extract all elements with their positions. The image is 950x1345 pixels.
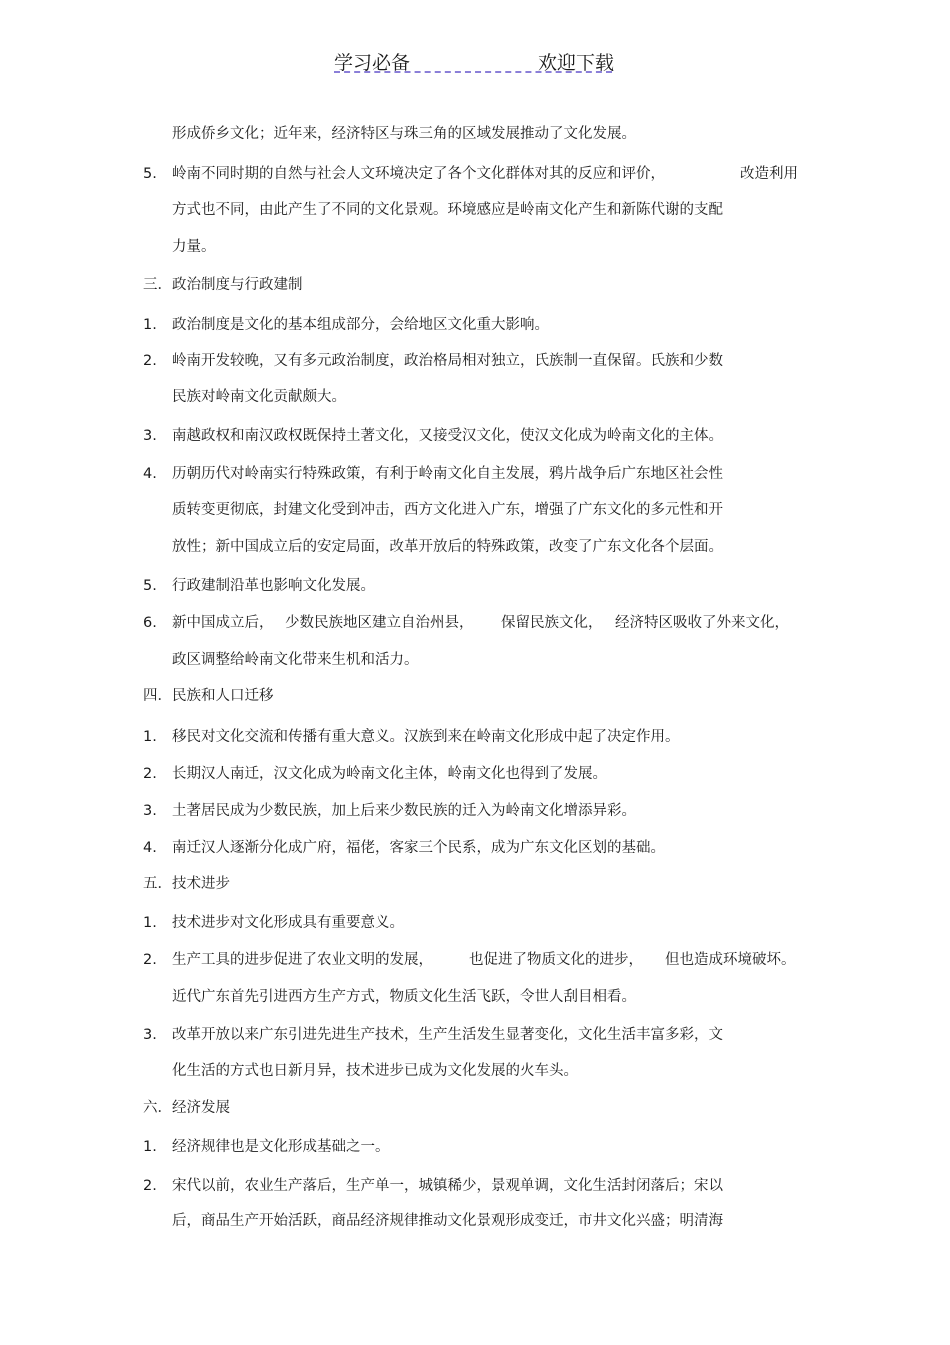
paragraph-line: 经济特区吸收了外来文化， <box>615 615 789 631</box>
paragraph-line: 长期汉人南迁，汉文化成为岭南文化主体，岭南文化也得到了发展。 <box>172 766 607 782</box>
paragraph-line: 历朝历代对岭南实行特殊政策，有利于岭南文化自主发展，鸦片战争后广东地区社会性 <box>172 466 723 482</box>
list-number: 2. <box>143 766 157 782</box>
paragraph-line: 力量。 <box>172 239 216 255</box>
list-number: 4. <box>143 466 157 482</box>
paragraph-line: 岭南不同时期的自然与社会人文环境决定了各个文化群体对其的反应和评价， <box>172 166 665 182</box>
paragraph-line: 方式也不同，由此产生了不同的文化景观。环境感应是岭南文化产生和新陈代谢的支配 <box>172 202 723 218</box>
paragraph-line: 宋代以前，农业生产落后，生产单一，城镇稀少，景观单调，文化生活封闭落后；宋以 <box>172 1178 723 1194</box>
paragraph-line: 少数民族地区建立自治州县， <box>285 615 474 631</box>
list-number: 5. <box>143 166 157 182</box>
list-number: 5. <box>143 578 157 594</box>
paragraph-line: 但也造成环境破坏。 <box>665 952 796 968</box>
section-heading: 三．政治制度与行政建制 <box>143 277 303 293</box>
paragraph-line: 新中国成立后， <box>172 615 274 631</box>
paragraph-line: 移民对文化交流和传播有重大意义。汉族到来在岭南文化形成中起了决定作用。 <box>172 729 680 745</box>
paragraph-line: 放性；新中国成立后的安定局面，改革开放后的特殊政策，改变了广东文化各个层面。 <box>172 539 723 555</box>
list-number: 6. <box>143 615 157 631</box>
list-number: 3. <box>143 428 157 444</box>
list-number: 1. <box>143 1139 157 1155</box>
header-dashed-underline <box>334 71 612 73</box>
section-heading: 四．民族和人口迁移 <box>143 688 274 704</box>
paragraph-line: 质转变更彻底，封建文化受到冲击，西方文化进入广东，增强了广东文化的多元性和开 <box>172 502 723 518</box>
paragraph-line: 生产工具的进步促进了农业文明的发展， <box>172 952 433 968</box>
section-heading: 五．技术进步 <box>143 876 230 892</box>
paragraph-line: 近代广东首先引进西方生产方式，物质文化生活飞跃，令世人刮目相看。 <box>172 989 636 1005</box>
list-number: 1. <box>143 317 157 333</box>
paragraph-line: 政区调整给岭南文化带来生机和活力。 <box>172 652 419 668</box>
paragraph-line: 改造利用 <box>740 166 798 182</box>
paragraph-line: 民族对岭南文化贡献颇大。 <box>172 389 346 405</box>
header-left-text: 学习必备 <box>334 52 411 74</box>
paragraph-line: 形成侨乡文化；近年来，经济特区与珠三角的区域发展推动了文化发展。 <box>172 126 636 142</box>
list-number: 2. <box>143 1178 157 1194</box>
list-number: 2. <box>143 952 157 968</box>
paragraph-line: 化生活的方式也日新月异，技术进步已成为文化发展的火车头。 <box>172 1063 578 1079</box>
page-header <box>0 46 950 76</box>
list-number: 3. <box>143 803 157 819</box>
paragraph-line: 岭南开发较晚，又有多元政治制度，政治格局相对独立，氏族制一直保留。氏族和少数 <box>172 353 723 369</box>
paragraph-line: 后，商品生产开始活跃，商品经济规律推动文化景观形成变迁，市井文化兴盛；明清海 <box>172 1213 723 1229</box>
header-right-text: 欢迎下载 <box>538 52 615 74</box>
paragraph-line: 行政建制沿革也影响文化发展。 <box>172 578 375 594</box>
paragraph-line: 经济规律也是文化形成基础之一。 <box>172 1139 390 1155</box>
list-number: 3. <box>143 1027 157 1043</box>
paragraph-line: 土著居民成为少数民族，加上后来少数民族的迁入为岭南文化增添异彩。 <box>172 803 636 819</box>
list-number: 1. <box>143 729 157 745</box>
paragraph-line: 南越政权和南汉政权既保持土著文化，又接受汉文化，使汉文化成为岭南文化的主体。 <box>172 428 723 444</box>
list-number: 1. <box>143 915 157 931</box>
section-heading: 六．经济发展 <box>143 1100 230 1116</box>
paragraph-line: 保留民族文化， <box>501 615 603 631</box>
list-number: 2. <box>143 353 157 369</box>
paragraph-line: 也促进了物质文化的进步， <box>469 952 643 968</box>
paragraph-line: 政治制度是文化的基本组成部分，会给地区文化重大影响。 <box>172 317 549 333</box>
paragraph-line: 南迁汉人逐渐分化成广府，福佬，客家三个民系，成为广东文化区划的基础。 <box>172 840 665 856</box>
paragraph-line: 改革开放以来广东引进先进生产技术，生产生活发生显著变化，文化生活丰富多彩，文 <box>172 1027 723 1043</box>
paragraph-line: 技术进步对文化形成具有重要意义。 <box>172 915 404 931</box>
list-number: 4. <box>143 840 157 856</box>
